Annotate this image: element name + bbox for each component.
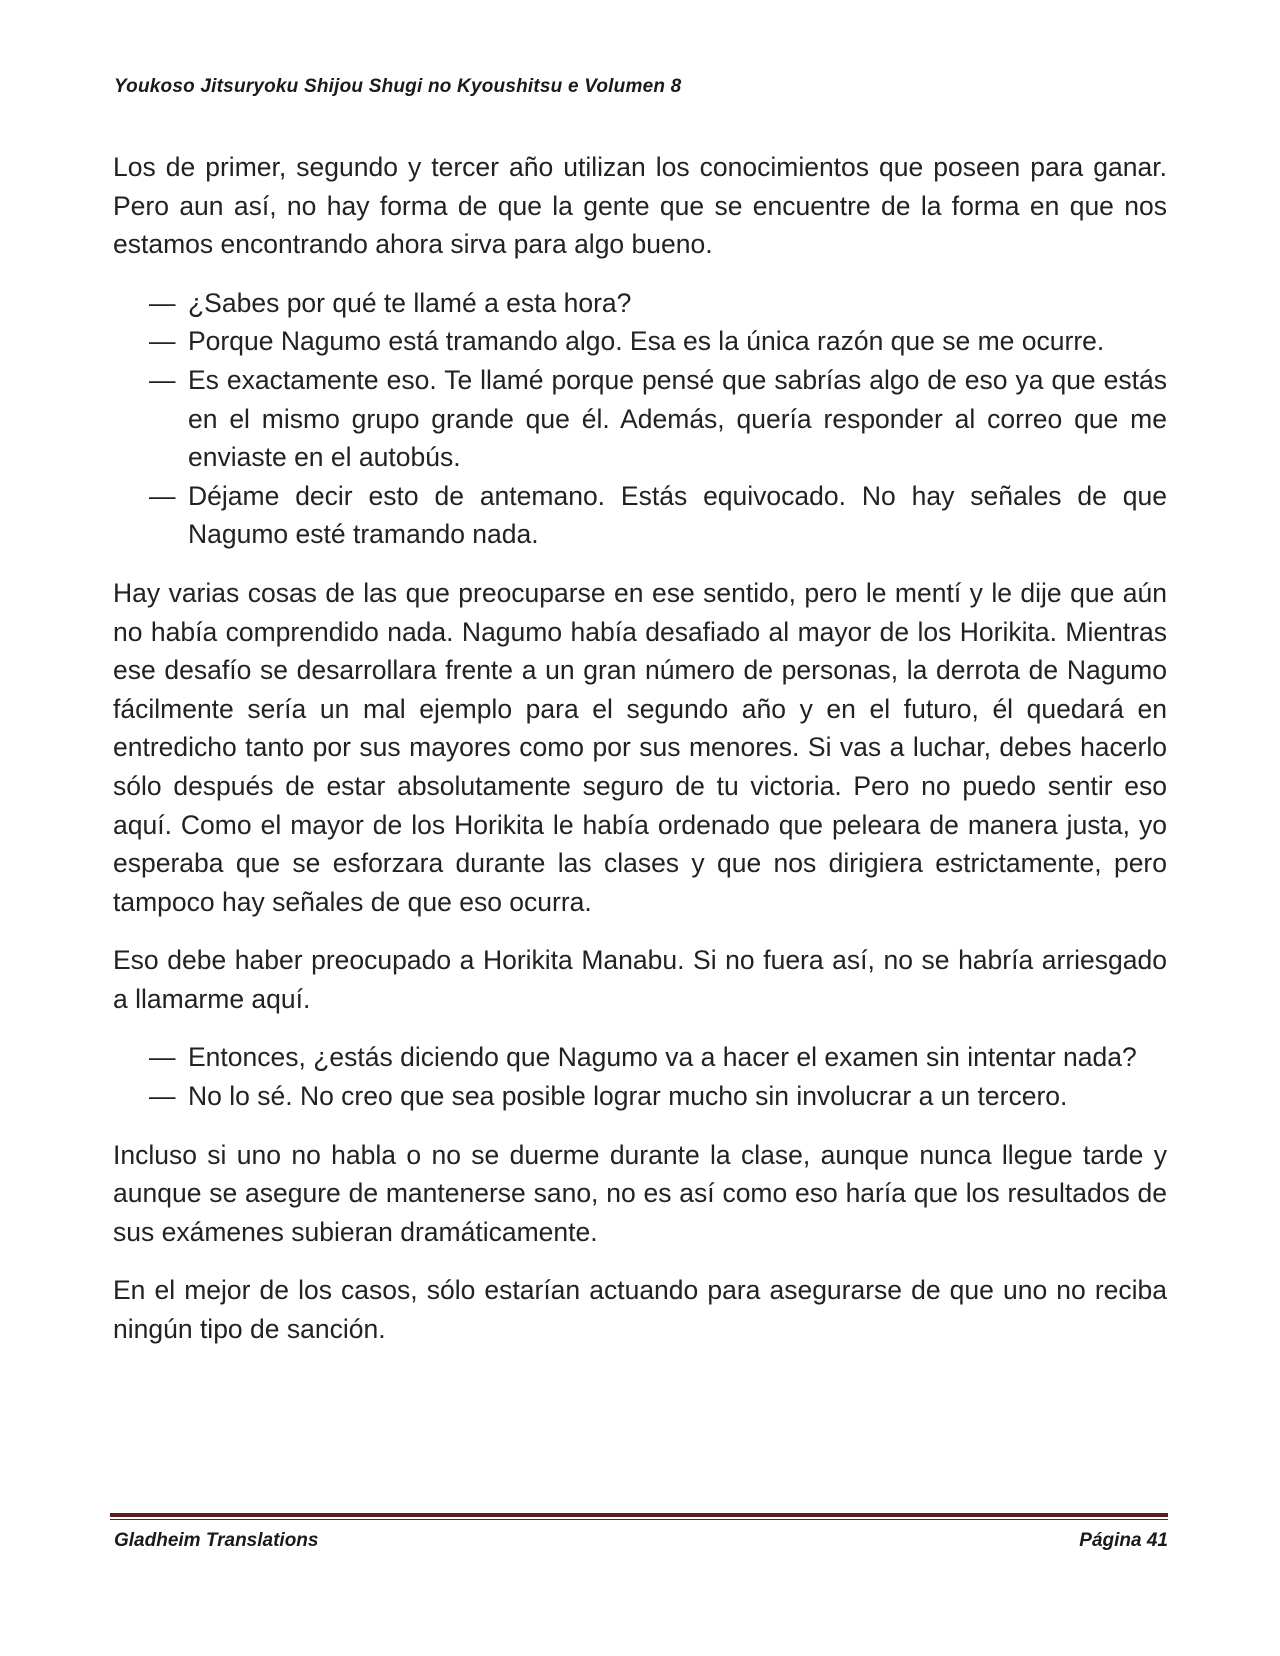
paragraph: Incluso si uno no habla o no se duerme durante la clase, aunque nunca llegue tarde y aunque se asegure de mantenerse sano, no es así como eso haría que los resultados de sus exámenes subieran dramáticamente. [113,1139,1167,1247]
page-content [113,148,1167,1369]
footer-translator: Gladheim Translations [114,1530,319,1551]
dialogue-block [113,1038,1167,1115]
dash-mark: — [149,1042,176,1073]
dash-mark: — [149,287,176,318]
paragraph: Los de primer, segundo y tercer año utilizan los conocimientos que poseen para ganar. Pero aun así, no hay forma de que la gente que se encuentre de la forma en que nos estamos encontrando ahora sirva para algo bueno. [113,152,1167,260]
dialogue-text: ¿Sabes por qué te llamé a esta hora? [188,287,632,318]
page-header-title: Youkoso Jitsuryoku Shijou Shugi no Kyoushitsu e Volumen 8 [114,76,682,97]
paragraph: Eso debe haber preocupado a Horikita Manabu. Si no fuera así, no se habría arriesgado a llamarme aquí. [113,945,1167,1014]
footer-divider-thin [110,1519,1168,1520]
dialogue-text: Déjame decir esto de antemano. Estás equivocado. No hay señales de que Nagumo esté tramando nada. [188,480,1167,550]
dialogue-text: Entonces, ¿estás diciendo que Nagumo va a hacer el examen sin intentar nada? [188,1042,1137,1073]
dialogue-text: Es exactamente eso. Te llamé porque pensé que sabrías algo de eso ya que estás en el mismo grupo grande que él. Además, quería responder al correo que me enviaste en el autobús. [188,364,1167,473]
footer-page-number: Página 41 [1079,1530,1168,1551]
dialogue-line [113,1077,1167,1116]
footer-divider [110,1513,1168,1521]
footer-divider-thick [110,1513,1168,1517]
dialogue-text: No lo sé. No creo que sea posible lograr mucho sin involucrar a un tercero. [188,1081,1068,1112]
dialogue-line [113,284,1167,323]
paragraph: Hay varias cosas de las que preocuparse en ese sentido, pero le mentí y le dije que aún no había comprendido nada. Nagumo había desafiado al mayor de los Horikita. Mientras ese desafío se desarrollara frente a un gran número de personas, la derrota de Nagumo fácilmente sería un mal ejemplo para el segundo año y en el futuro, él quedará en entredicho tanto por sus mayores como por sus menores. Si vas a luchar, debes hacerlo sólo después de estar absolutamente seguro de tu victoria. Pero no puedo sentir eso aquí. Como el mayor de los Horikita le había ordenado que peleara de manera justa, yo esperaba que se esforzara durante las clases y que nos dirigiera estrictamente, pero tampoco hay señales de que eso ocurra. [113,577,1167,917]
dialogue-line [113,361,1167,477]
dialogue-line [113,1038,1167,1077]
dialogue-line [113,322,1167,361]
dash-mark: — [149,1081,176,1112]
dash-mark: — [149,480,176,511]
dialogue-block [113,284,1167,554]
dialogue-text: Porque Nagumo está tramando algo. Esa es la única razón que se me ocurre. [188,326,1105,357]
paragraph: En el mejor de los casos, sólo estarían actuando para asegurarse de que uno no reciba ningún tipo de sanción. [113,1275,1167,1345]
dash-mark: — [149,326,176,357]
dialogue-line [113,477,1167,554]
dash-mark: — [149,364,176,395]
